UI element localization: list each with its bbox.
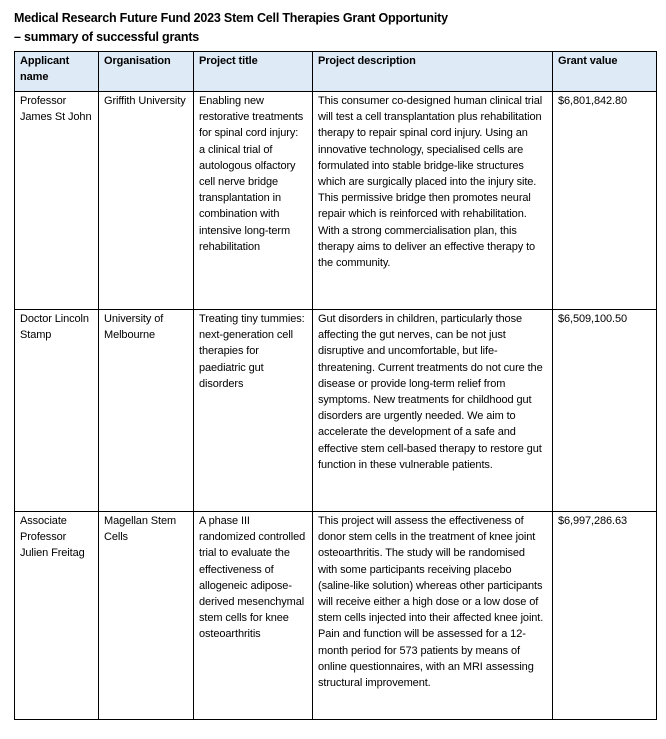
cell-project-title: A phase III randomized controlled trial to evaluate the effectiveness of allogeneic adipose-derived mesenchymal stem cells for knee osteoarthritis: [194, 512, 313, 720]
cell-project-description: Gut disorders in children, particularly those affecting the gut nerves, can be not just disruptive and uncomfortable, but life-threatening. Current treatments do not cure the disease or provide long-term relief from symptoms. New treatments for childhood gut disorders are urgently needed. We aim to accelerate the development of a safe and effective stem cell-based therapy to restore gut function in these vulnerable patients.: [313, 310, 553, 512]
document-title: [14, 9, 656, 47]
cell-grant-value: $6,801,842.80: [553, 92, 657, 310]
column-header-project-description: Project description: [313, 52, 553, 92]
cell-applicant-name: Associate Professor Julien Freitag: [15, 512, 99, 720]
column-header-organisation: Organisation: [99, 52, 194, 92]
cell-project-title: Enabling new restorative treatments for spinal cord injury: a clinical trial of autologous olfactory cell nerve bridge transplantation in combination with intensive long-term rehabilitation: [194, 92, 313, 310]
table-row: [15, 512, 657, 720]
document-title-line-2: – summary of successful grants: [14, 30, 200, 44]
document-title-line-1: Medical Research Future Fund 2023 Stem Cell Therapies Grant Opportunity: [14, 11, 448, 25]
column-header-grant-value: Grant value: [553, 52, 657, 92]
cell-project-description: This project will assess the effectiveness of donor stem cells in the treatment of knee joint osteoarthritis. The study will be randomised with some participants receiving placebo (saline-like solution) whereas other participants will receive either a high dose or a low dose of stem cells injected into their affected knee joint. Pain and function will be assessed for a 12-month period for 573 patients by means of online questionnaires, with an MRI assessing structural improvement.: [313, 512, 553, 720]
grants-table: [14, 51, 657, 720]
cell-project-description: This consumer co-designed human clinical trial will test a cell transplantation plus rehabilitation therapy to repair spinal cord injury. Using an innovative technology, specialised cells are formulated into stable bridge-like structures which are surgically placed into the injury site. This permissive bridge then promotes neural repair which is reinforced with rehabilitation. With a strong commercialisation plan, this therapy aims to deliver an effective therapy to the community.: [313, 92, 553, 310]
cell-organisation: University of Melbourne: [99, 310, 194, 512]
cell-organisation: Griffith University: [99, 92, 194, 310]
table-header-row: [15, 52, 657, 92]
column-header-applicant-name: Applicant name: [15, 52, 99, 92]
cell-grant-value: $6,509,100.50: [553, 310, 657, 512]
cell-applicant-name: Professor James St John: [15, 92, 99, 310]
cell-grant-value: $6,997,286.63: [553, 512, 657, 720]
cell-applicant-name: Doctor Lincoln Stamp: [15, 310, 99, 512]
cell-organisation: Magellan Stem Cells: [99, 512, 194, 720]
column-header-project-title: Project title: [194, 52, 313, 92]
cell-project-title: Treating tiny tummies: next-generation cell therapies for paediatric gut disorders: [194, 310, 313, 512]
table-row: [15, 92, 657, 310]
table-row: [15, 310, 657, 512]
